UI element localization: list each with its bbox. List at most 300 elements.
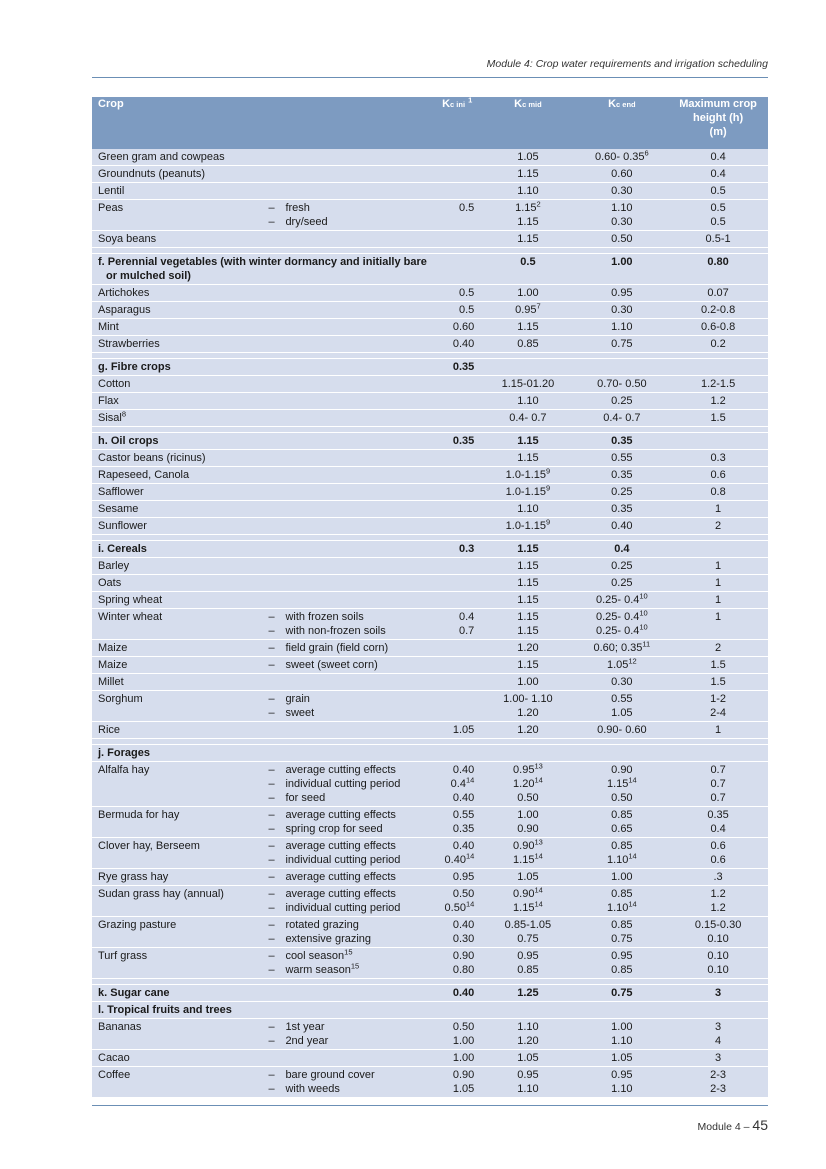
crop-name: Soya beans <box>92 231 262 248</box>
kc-end-value: 0.95 1.10 <box>576 1067 669 1098</box>
crop-name: Sesame <box>92 501 262 518</box>
kc-ini-value <box>433 484 480 501</box>
table-row <box>92 319 768 336</box>
crop-variant <box>262 319 432 336</box>
category-row <box>92 541 768 558</box>
crop-variant <box>262 467 432 484</box>
kc-end-value: 0.85 1.10$^{14}$ <box>576 838 669 869</box>
max-height-value: 1 <box>668 592 768 609</box>
table-row <box>92 1067 768 1098</box>
kc-ini-value <box>433 183 480 200</box>
category-ini-value <box>433 1002 480 1019</box>
col-header-kc-ini: Kc ini $^1$ <box>442 95 473 110</box>
crop-name: Artichokes <box>92 285 262 302</box>
crop-name: Grazing pasture <box>92 917 262 948</box>
category-label: l. Tropical fruits and trees <box>92 1002 433 1019</box>
table-row <box>92 917 768 948</box>
crop-name: Mint <box>92 319 262 336</box>
table-row <box>92 674 768 691</box>
table-row <box>92 166 768 183</box>
kc-ini-value: 0.40 $0.4^{14}$ 0.40 <box>433 762 480 807</box>
kc-ini-value: 0.4 0.7 <box>433 609 480 640</box>
crop-variant: – with frozen soils – with non-frozen soils <box>262 609 432 640</box>
category-row <box>92 359 768 376</box>
crop-name: Lentil <box>92 183 262 200</box>
table-row <box>92 807 768 838</box>
category-ini-value <box>433 254 480 285</box>
table-row <box>92 149 768 166</box>
category-label: j. Forages <box>92 745 433 762</box>
kc-mid-value: 1.20 <box>480 640 575 657</box>
kc-mid-value: 0.4- 0.7 <box>480 410 575 427</box>
category-ht-value <box>668 745 768 762</box>
kc-ini-value: 0.50 0.50$^{14}$ <box>433 886 480 917</box>
crop-name: Green gram and cowpeas <box>92 149 262 166</box>
category-row <box>92 985 768 1002</box>
col-header-max-height: Maximum crop height (h) (m) <box>679 98 757 138</box>
max-height-value: 3 <box>668 1050 768 1067</box>
page-number: 45 <box>752 1117 768 1133</box>
kc-end-value: 0.85 0.65 <box>576 807 669 838</box>
max-height-value: 0.5 <box>668 183 768 200</box>
category-mid-value: 1.25 <box>480 985 575 1002</box>
max-height-value: 0.2 <box>668 336 768 353</box>
crop-variant: – fresh – dry/seed <box>262 200 432 231</box>
max-height-value: 0.6-0.8 <box>668 319 768 336</box>
crop-variant <box>262 149 432 166</box>
max-height-value: 0.5 0.5 <box>668 200 768 231</box>
crop-name: Cacao <box>92 1050 262 1067</box>
crop-name: Sisal$^8$ <box>92 410 262 427</box>
kc-ini-value <box>433 640 480 657</box>
kc-ini-value: 0.60 <box>433 319 480 336</box>
crop-name: Safflower <box>92 484 262 501</box>
crop-name: Barley <box>92 558 262 575</box>
crop-variant <box>262 410 432 427</box>
crop-name: Flax <box>92 393 262 410</box>
crop-name: Cotton <box>92 376 262 393</box>
category-row <box>92 254 768 285</box>
kc-end-value: 1.05$^{12}$ <box>576 657 669 674</box>
table-row <box>92 869 768 886</box>
kc-mid-value: 1.05 <box>480 869 575 886</box>
max-height-value: 0.7 0.7 0.7 <box>668 762 768 807</box>
page-header: Module 4: Crop water requirements and irrigation scheduling <box>486 58 768 70</box>
kc-ini-value: 0.50 1.00 <box>433 1019 480 1050</box>
kc-mid-value: 1.10 <box>480 501 575 518</box>
category-end-value <box>576 745 669 762</box>
table-row <box>92 231 768 248</box>
table-row <box>92 592 768 609</box>
category-end-value: 0.4 <box>576 541 669 558</box>
kc-mid-value: 1.0-1.15$^9$ <box>480 484 575 501</box>
max-height-value: 1 <box>668 609 768 640</box>
kc-end-value: 0.30 <box>576 183 669 200</box>
kc-mid-value: 1.15 <box>480 657 575 674</box>
max-height-value: 1 <box>668 501 768 518</box>
category-ini-value: 0.40 <box>433 985 480 1002</box>
max-height-value: 0.2-0.8 <box>668 302 768 319</box>
kc-mid-value: 1.15 <box>480 575 575 592</box>
kc-end-value: 0.30 <box>576 302 669 319</box>
category-end-value <box>576 359 669 376</box>
kc-end-value: 0.25 <box>576 393 669 410</box>
table-row <box>92 1019 768 1050</box>
category-label: i. Cereals <box>92 541 433 558</box>
kc-end-value: 0.70- 0.50 <box>576 376 669 393</box>
kc-end-value: 0.35 <box>576 467 669 484</box>
kc-end-value: 0.85 1.10$^{14}$ <box>576 886 669 917</box>
crop-variant: – 1st year – 2nd year <box>262 1019 432 1050</box>
max-height-value: 2 <box>668 640 768 657</box>
crop-name: Rice <box>92 722 262 739</box>
category-end-value: 1.00 <box>576 254 669 285</box>
category-end-value <box>576 1002 669 1019</box>
kc-ini-value <box>433 166 480 183</box>
kc-ini-value <box>433 410 480 427</box>
crop-name: Turf grass <box>92 948 262 979</box>
crop-variant: – average cutting effects – individual cutting period – for seed <box>262 762 432 807</box>
kc-mid-value: 0.90$^{13}$ 1.15$^{14}$ <box>480 838 575 869</box>
crop-name: Maize <box>92 640 262 657</box>
kc-ini-value <box>433 691 480 722</box>
kc-ini-value: 0.90 1.05 <box>433 1067 480 1098</box>
kc-ini-value: 0.55 0.35 <box>433 807 480 838</box>
crop-name: Sorghum <box>92 691 262 722</box>
kc-ini-value: 0.90 0.80 <box>433 948 480 979</box>
kc-end-value: 0.50 <box>576 231 669 248</box>
crop-variant <box>262 484 432 501</box>
kc-end-value: 0.25 <box>576 575 669 592</box>
header-rule <box>92 77 768 78</box>
table-row <box>92 657 768 674</box>
kc-end-value: 0.25- $0.4^{10}$ 0.25- $0.4^{10}$ <box>576 609 669 640</box>
kc-end-value: 1.00 <box>576 869 669 886</box>
max-height-value: 1 <box>668 722 768 739</box>
crop-name: Winter wheat <box>92 609 262 640</box>
kc-mid-value: 0.95 0.85 <box>480 948 575 979</box>
kc-mid-value: 1.15 1.15 <box>480 609 575 640</box>
table-row <box>92 838 768 869</box>
page-footer <box>92 1117 768 1133</box>
kc-ini-value: 0.40 0.40$^{14}$ <box>433 838 480 869</box>
crop-variant: – rotated grazing – extensive grazing <box>262 917 432 948</box>
kc-mid-value: 1.15 <box>480 450 575 467</box>
table-row <box>92 691 768 722</box>
kc-ini-value <box>433 376 480 393</box>
crop-name: Oats <box>92 575 262 592</box>
crop-variant <box>262 592 432 609</box>
table-body <box>92 149 768 1098</box>
kc-end-value: 1.10 0.30 <box>576 200 669 231</box>
max-height-value: 0.4 <box>668 166 768 183</box>
footer-module-label: Module 4 – <box>697 1121 750 1133</box>
col-header-kc-end: Kc end <box>608 98 636 110</box>
crop-name: Bermuda for hay <box>92 807 262 838</box>
table-row <box>92 183 768 200</box>
kc-end-value: 0.75 <box>576 336 669 353</box>
max-height-value: 1.2 1.2 <box>668 886 768 917</box>
kc-mid-value: 1.15$^2$ 1.15 <box>480 200 575 231</box>
table-row <box>92 518 768 535</box>
crop-name: Clover hay, Berseem <box>92 838 262 869</box>
max-height-value: 1 <box>668 558 768 575</box>
crop-name: Spring wheat <box>92 592 262 609</box>
kc-end-value: 1.10 <box>576 319 669 336</box>
crop-name: Maize <box>92 657 262 674</box>
kc-mid-value: 1.15 <box>480 558 575 575</box>
kc-ini-value: 1.00 <box>433 1050 480 1067</box>
kc-ini-value <box>433 558 480 575</box>
kc-ini-value <box>433 657 480 674</box>
crop-variant <box>262 302 432 319</box>
kc-ini-value <box>433 575 480 592</box>
kc-ini-value: 0.5 <box>433 285 480 302</box>
kc-ini-value <box>433 501 480 518</box>
kc-mid-value: 1.10 <box>480 393 575 410</box>
crop-name: Strawberries <box>92 336 262 353</box>
category-ht-value <box>668 1002 768 1019</box>
crop-variant: – cool season$^{15}$ – warm season$^{15}$ <box>262 948 432 979</box>
kc-end-value: 0.35 <box>576 501 669 518</box>
category-mid-value: 1.15 <box>480 541 575 558</box>
max-height-value: 0.35 0.4 <box>668 807 768 838</box>
crop-name: Peas <box>92 200 262 231</box>
kc-end-value: 0.25- $0.4^{10}$ <box>576 592 669 609</box>
kc-end-value: 1.00 1.10 <box>576 1019 669 1050</box>
max-height-value: 0.6 <box>668 467 768 484</box>
kc-mid-value: 1.05 <box>480 149 575 166</box>
max-height-value: 1.5 <box>668 674 768 691</box>
table-row <box>92 450 768 467</box>
col-header-kc-mid: Kc mid <box>514 98 542 110</box>
kc-mid-value: 1.15 <box>480 231 575 248</box>
crop-coefficient-table <box>92 97 768 1098</box>
kc-end-value: 0.60 <box>576 166 669 183</box>
crop-variant <box>262 336 432 353</box>
max-height-value: 0.3 <box>668 450 768 467</box>
category-ini-value: 0.3 <box>433 541 480 558</box>
kc-mid-value: 0.95 1.10 <box>480 1067 575 1098</box>
kc-ini-value: 0.5 <box>433 302 480 319</box>
crop-name: Alfalfa hay <box>92 762 262 807</box>
table-row <box>92 640 768 657</box>
table-row <box>92 484 768 501</box>
crop-variant: – grain – sweet <box>262 691 432 722</box>
kc-end-value: 0.60; 0.35$^{11}$ <box>576 640 669 657</box>
category-label: f. Perennial vegetables (with winter dormancy and initially bare or mulched soil) <box>92 254 433 285</box>
col-header-crop: Crop <box>98 98 124 110</box>
crop-name: Rye grass hay <box>92 869 262 886</box>
crop-variant: – field grain (field corn) <box>262 640 432 657</box>
crop-variant <box>262 558 432 575</box>
kc-mid-value: 0.85-1.05 0.75 <box>480 917 575 948</box>
crop-name: Sudan grass hay (annual) <box>92 886 262 917</box>
category-ht-value <box>668 433 768 450</box>
kc-mid-value: 1.15-01.20 <box>480 376 575 393</box>
max-height-value: 2-3 2-3 <box>668 1067 768 1098</box>
crop-variant: – average cutting effects <box>262 869 432 886</box>
category-ht-value <box>668 359 768 376</box>
max-height-value: 1.2-1.5 <box>668 376 768 393</box>
max-height-value: 1.5 <box>668 657 768 674</box>
crop-variant <box>262 722 432 739</box>
crop-variant: – average cutting effects – individual cutting period <box>262 838 432 869</box>
kc-end-value: 0.55 1.05 <box>576 691 669 722</box>
table-row <box>92 1050 768 1067</box>
category-ht-value: 3 <box>668 985 768 1002</box>
crop-name: Rapeseed, Canola <box>92 467 262 484</box>
kc-mid-value: 1.00- 1.10 1.20 <box>480 691 575 722</box>
kc-mid-value: 1.10 1.20 <box>480 1019 575 1050</box>
kc-end-value: 0.90 1.15$^{14}$ 0.50 <box>576 762 669 807</box>
max-height-value: 0.5-1 <box>668 231 768 248</box>
table-row <box>92 501 768 518</box>
kc-end-value: 0.4- 0.7 <box>576 410 669 427</box>
kc-mid-value: 1.0-1.15$^9$ <box>480 518 575 535</box>
max-height-value: 1.2 <box>668 393 768 410</box>
table-row <box>92 886 768 917</box>
kc-mid-value: 0.95$^{13}$ 1.20$^{14}$ 0.50 <box>480 762 575 807</box>
crop-variant: – average cutting effects – spring crop for seed <box>262 807 432 838</box>
kc-ini-value <box>433 592 480 609</box>
category-mid-value <box>480 359 575 376</box>
crop-variant <box>262 674 432 691</box>
kc-end-value: 1.05 <box>576 1050 669 1067</box>
max-height-value: 1 <box>668 575 768 592</box>
kc-mid-value: 0.95$^7$ <box>480 302 575 319</box>
kc-ini-value <box>433 149 480 166</box>
kc-mid-value: 1.20 <box>480 722 575 739</box>
table-row <box>92 948 768 979</box>
category-row <box>92 745 768 762</box>
crop-variant: – bare ground cover – with weeds <box>262 1067 432 1098</box>
footer-rule <box>92 1105 768 1106</box>
crop-variant <box>262 166 432 183</box>
kc-mid-value: 1.00 <box>480 674 575 691</box>
kc-ini-value: 0.95 <box>433 869 480 886</box>
table-row <box>92 410 768 427</box>
category-end-value: 0.75 <box>576 985 669 1002</box>
kc-mid-value: 1.00 <box>480 285 575 302</box>
kc-mid-value: 0.90$^{14}$ 1.15$^{14}$ <box>480 886 575 917</box>
kc-end-value: 0.55 <box>576 450 669 467</box>
category-mid-value <box>480 1002 575 1019</box>
kc-mid-value: 1.05 <box>480 1050 575 1067</box>
category-ht-value: 0.80 <box>668 254 768 285</box>
category-mid-value: 1.15 <box>480 433 575 450</box>
max-height-value: 0.15-0.30 0.10 <box>668 917 768 948</box>
crop-variant <box>262 501 432 518</box>
crop-name: Groundnuts (peanuts) <box>92 166 262 183</box>
category-row <box>92 433 768 450</box>
crop-variant <box>262 450 432 467</box>
max-height-value: 0.6 0.6 <box>668 838 768 869</box>
kc-end-value: 0.30 <box>576 674 669 691</box>
kc-end-value: 0.85 0.75 <box>576 917 669 948</box>
crop-name: Coffee <box>92 1067 262 1098</box>
max-height-value: 0.8 <box>668 484 768 501</box>
kc-ini-value <box>433 674 480 691</box>
category-label: g. Fibre crops <box>92 359 433 376</box>
table-header-row <box>92 97 768 149</box>
crop-variant: – average cutting effects – individual cutting period <box>262 886 432 917</box>
max-height-value: 0.10 0.10 <box>668 948 768 979</box>
kc-end-value: 0.25 <box>576 558 669 575</box>
category-end-value: 0.35 <box>576 433 669 450</box>
category-label: k. Sugar cane <box>92 985 433 1002</box>
crop-variant <box>262 285 432 302</box>
max-height-value: 1-2 2-4 <box>668 691 768 722</box>
kc-ini-value <box>433 450 480 467</box>
kc-end-value: 0.90- 0.60 <box>576 722 669 739</box>
table-row <box>92 285 768 302</box>
max-height-value: 3 4 <box>668 1019 768 1050</box>
category-ini-value <box>433 745 480 762</box>
kc-end-value: 0.25 <box>576 484 669 501</box>
crop-variant <box>262 231 432 248</box>
kc-end-value: 0.60- 0.35$^6$ <box>576 149 669 166</box>
max-height-value: 0.07 <box>668 285 768 302</box>
kc-end-value: 0.40 <box>576 518 669 535</box>
max-height-value: 0.4 <box>668 149 768 166</box>
table-row <box>92 376 768 393</box>
category-ht-value <box>668 541 768 558</box>
max-height-value: 1.5 <box>668 410 768 427</box>
crop-name: Millet <box>92 674 262 691</box>
kc-ini-value <box>433 467 480 484</box>
kc-end-value: 0.95 <box>576 285 669 302</box>
crop-variant <box>262 518 432 535</box>
kc-ini-value <box>433 393 480 410</box>
crop-name: Bananas <box>92 1019 262 1050</box>
table-row <box>92 558 768 575</box>
crop-variant <box>262 1050 432 1067</box>
category-mid-value <box>480 745 575 762</box>
kc-mid-value: 0.85 <box>480 336 575 353</box>
kc-mid-value: 1.0-1.15$^9$ <box>480 467 575 484</box>
category-mid-value: 0.5 <box>480 254 575 285</box>
crop-variant: – sweet (sweet corn) <box>262 657 432 674</box>
kc-mid-value: 1.15 <box>480 166 575 183</box>
max-height-value: 2 <box>668 518 768 535</box>
category-row <box>92 1002 768 1019</box>
category-ini-value: 0.35 <box>433 359 480 376</box>
crop-variant <box>262 183 432 200</box>
max-height-value: .3 <box>668 869 768 886</box>
table-row <box>92 200 768 231</box>
crop-name: Castor beans (ricinus) <box>92 450 262 467</box>
table-row <box>92 722 768 739</box>
category-ini-value: 0.35 <box>433 433 480 450</box>
category-label: h. Oil crops <box>92 433 433 450</box>
kc-ini-value: 1.05 <box>433 722 480 739</box>
table-row <box>92 302 768 319</box>
crop-name: Asparagus <box>92 302 262 319</box>
table-row <box>92 762 768 807</box>
table-row <box>92 467 768 484</box>
table-row <box>92 336 768 353</box>
table-row <box>92 575 768 592</box>
crop-variant <box>262 575 432 592</box>
table-row <box>92 393 768 410</box>
kc-ini-value <box>433 231 480 248</box>
kc-ini-value: 0.40 0.30 <box>433 917 480 948</box>
kc-ini-value: 0.40 <box>433 336 480 353</box>
kc-mid-value: 1.10 <box>480 183 575 200</box>
table-row <box>92 609 768 640</box>
crop-variant <box>262 393 432 410</box>
